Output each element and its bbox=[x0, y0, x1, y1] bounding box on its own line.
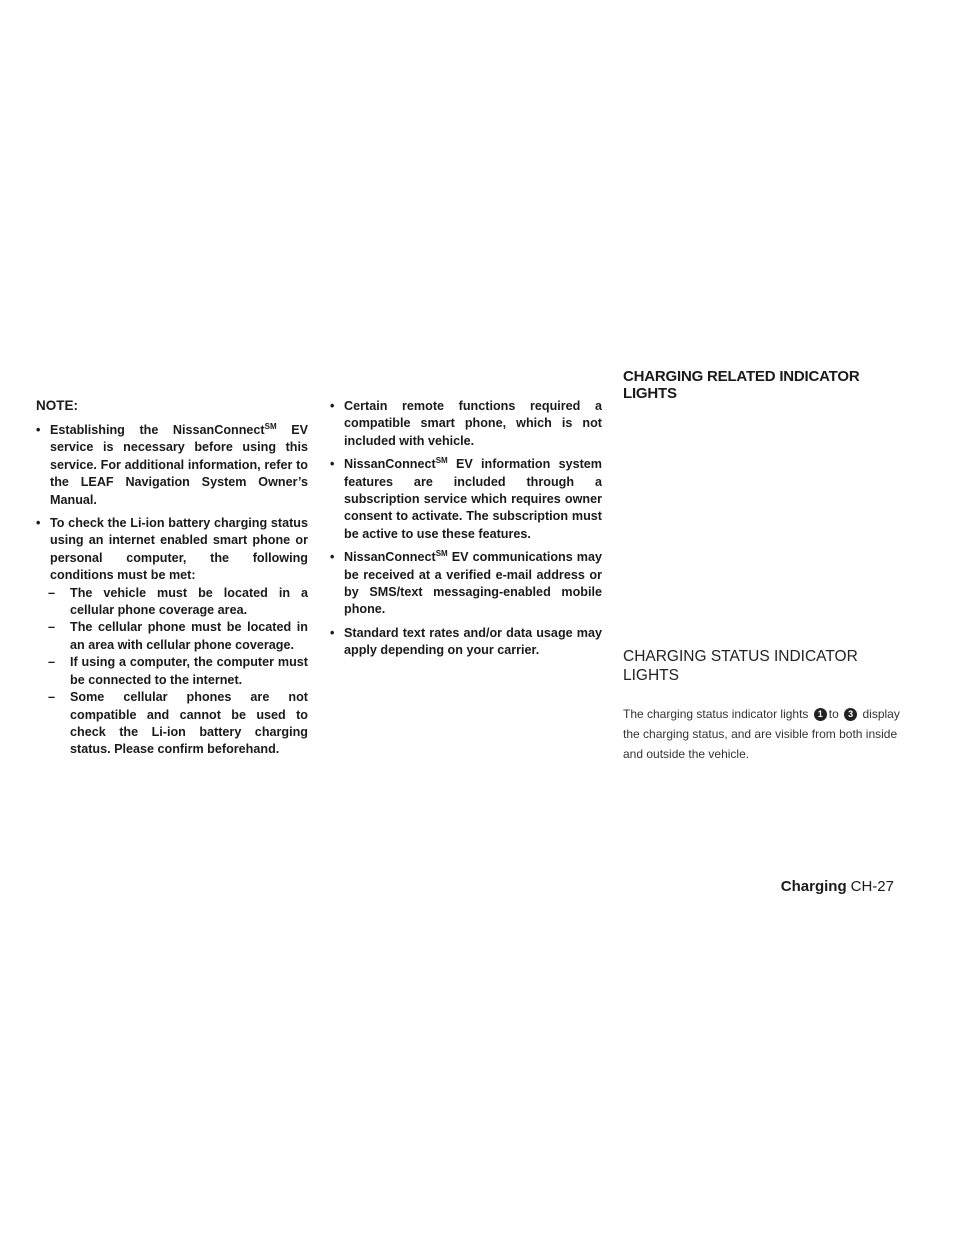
subsection-title: CHARGING STATUS INDICATOR LIGHTS bbox=[623, 648, 858, 684]
footer-section-name: Charging bbox=[780, 878, 847, 895]
note-middle-column bbox=[330, 398, 602, 666]
note-bullet-1: • Establishing the NissanConnect℠ EV service is necessary before using this service. For additional information, refer to the LEAF Navigation System Owner’s Manual. bbox=[36, 422, 308, 507]
note-bullet-6: • Standard text rates and/or data usage may apply depending on your carrier. bbox=[330, 625, 602, 658]
note-bullet-4: • NissanConnect℠ EV information system features are included through a subscription service which requires owner consent to activate. The subscription must be active to use these features. bbox=[330, 456, 602, 541]
callout-marker-3: 3 bbox=[844, 708, 857, 721]
body-paragraph: The charging status indicator lights 1 to 3 display the charging status, and are visible from both inside and outside the vehicle. bbox=[623, 707, 900, 761]
note-left-column bbox=[36, 398, 308, 759]
note-sub-item-4: – Some cellular phones are not compatible and cannot be used to check the Li-ion battery charging status. Please confirm beforehand. bbox=[48, 690, 308, 757]
note-title: NOTE: bbox=[36, 398, 78, 413]
callout-marker-1: 1 bbox=[814, 708, 827, 721]
page-number: CH-27 bbox=[850, 878, 894, 895]
section-header bbox=[623, 368, 905, 402]
note-sub-item-3: – If using a computer, the computer must be connected to the internet. bbox=[48, 655, 308, 687]
note-sub-item-2: – The cellular phone must be located in an area with cellular phone coverage. bbox=[48, 620, 308, 652]
note-bullet-5: • NissanConnect℠ EV communications may be received at a verified e-mail address or by SMS/text messaging-enabled mobile phone. bbox=[330, 549, 602, 617]
note-bullet-2: • To check the Li-ion battery charging status using an internet enabled smart phone or personal computer, the following conditions must be met: bbox=[36, 516, 308, 583]
note-sub-item-1: – The vehicle must be located in a cellular phone coverage area. bbox=[48, 585, 308, 618]
page-footer bbox=[781, 878, 894, 895]
section-title: CHARGING RELATED INDICATOR LIGHTS bbox=[623, 368, 860, 402]
note-bullet-3: • Certain remote functions required a compatible smart phone, which is not included with vehicle. bbox=[330, 399, 602, 448]
